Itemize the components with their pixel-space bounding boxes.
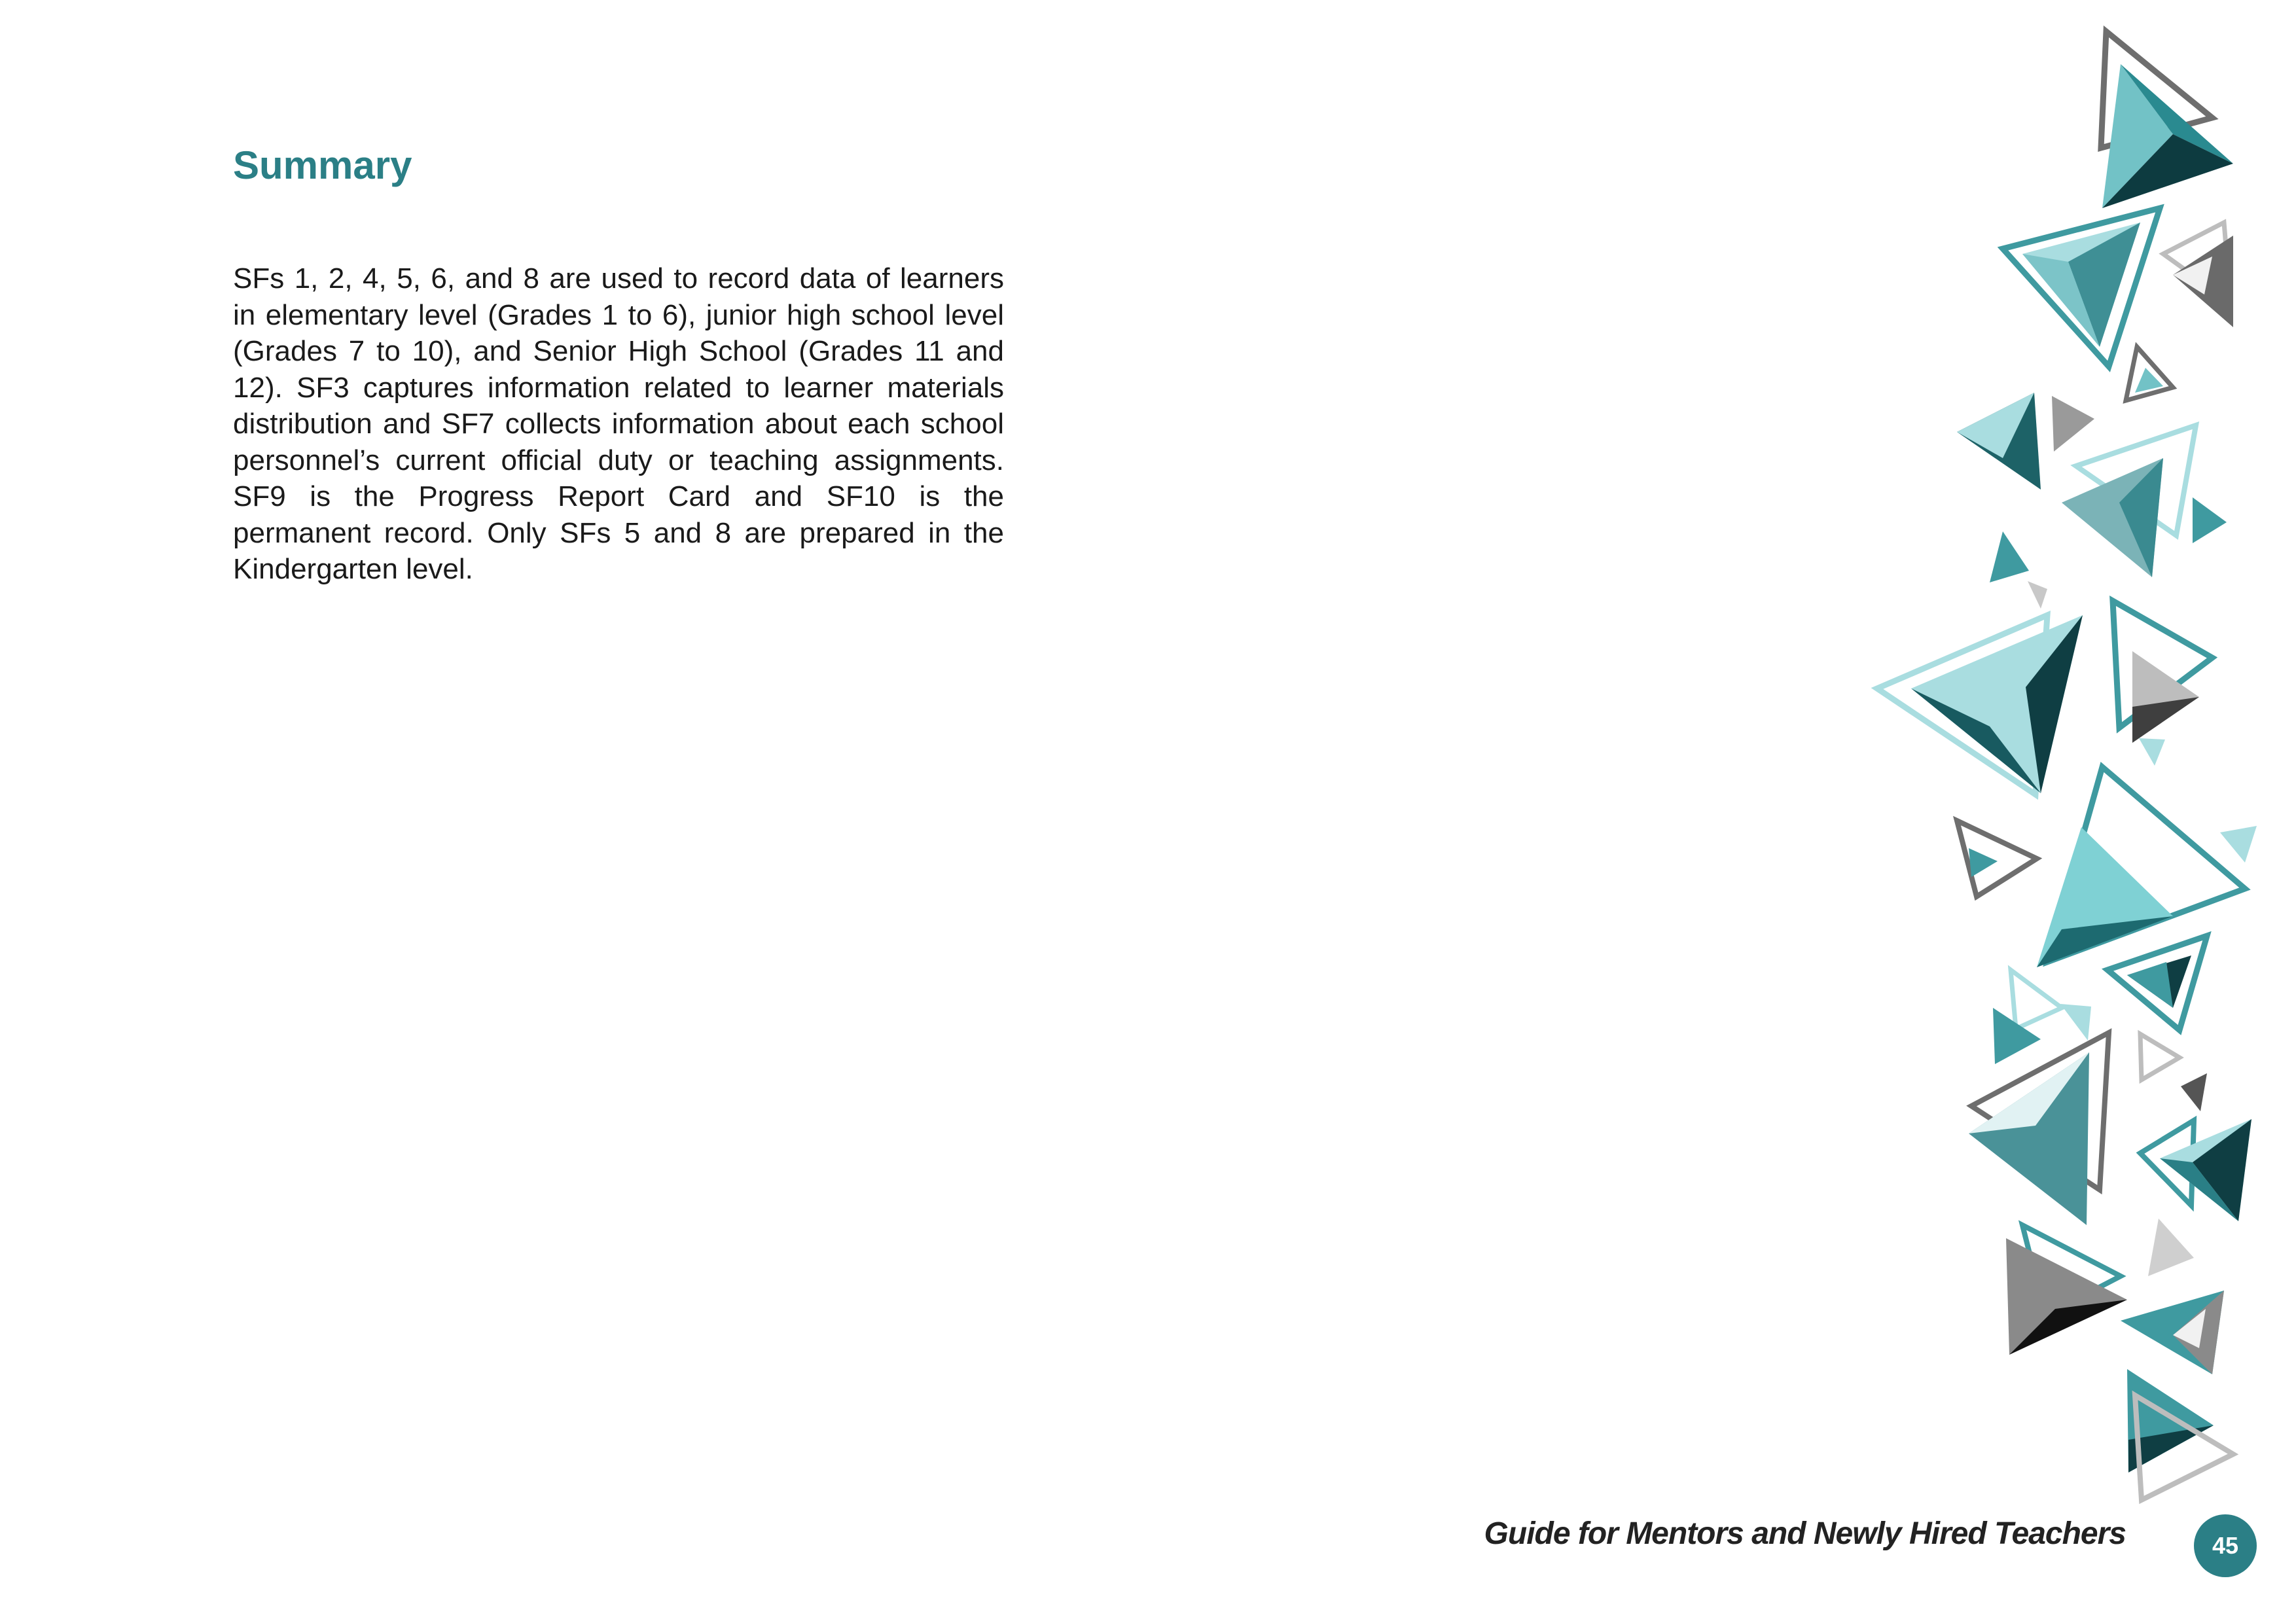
triangle-decoration	[2148, 1219, 2194, 1276]
triangle-decoration	[1969, 848, 1998, 877]
triangle-decoration	[2028, 581, 2047, 609]
triangle-decoration	[2140, 1034, 2179, 1080]
page-number-badge: 45	[2194, 1514, 2257, 1577]
footer-title: Guide for Mentors and Newly Hired Teachers	[1484, 1516, 2126, 1551]
summary-paragraph: SFs 1, 2, 4, 5, 6, and 8 are used to record data of learners in elementary level (Grades 1 to 6), junior high school level (Grades 7 to 10), and Senior High School (Grades 11 and 12). SF3 captures information related to learner materials distribution and SF7 collects information about each school personnel’s current official duty or teaching assignments. SF9 is the Progress Report Card and SF10 is the permanent record. Only SFs 5 and 8 are prepared in the Kindergarten level.	[233, 262, 1004, 585]
triangle-decoration	[2181, 1073, 2207, 1111]
triangle-decoration	[2220, 826, 2257, 863]
triangle-decoration	[1957, 821, 2037, 897]
triangle-decoration	[2060, 1004, 2091, 1041]
triangle-decoration	[2006, 1238, 2127, 1355]
page-title: Summary	[233, 143, 412, 187]
triangle-decoration	[1990, 531, 2029, 582]
triangle-decoration	[2052, 396, 2094, 452]
triangle-decoration	[2193, 497, 2227, 543]
triangle-decoration	[2127, 962, 2173, 1008]
triangle-decoration	[2011, 970, 2062, 1029]
decorative-triangles	[1833, 20, 2296, 1525]
triangle-decoration	[2139, 738, 2165, 766]
